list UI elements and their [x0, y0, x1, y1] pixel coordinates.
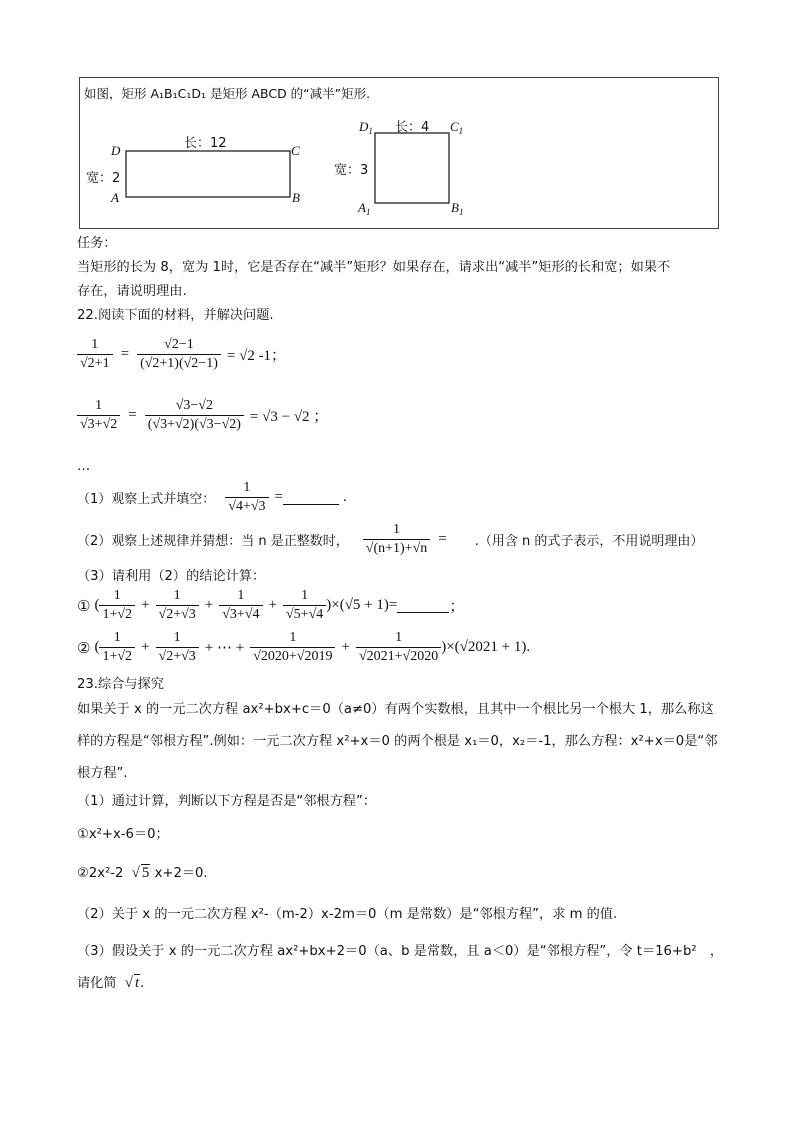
ex2-lhs: $\frac{1}{√3+√2}$	[77, 398, 120, 433]
rect2-width-label: 宽：3	[334, 163, 369, 178]
figure-intro: 如图，矩形 A₁B₁C₁D₁ 是矩形 ABCD 的“减半”矩形.	[84, 86, 371, 101]
q22-example-1: $\frac{1}{√2+1}$ = $\frac{√2-1}{(√2+1)(√2-1)}$ = √2 -1；	[77, 337, 286, 372]
vertex-b: B	[292, 190, 300, 205]
q23-intro-2: 样的方程是“邻根方程”.例如：一元二次方程 x²+x＝0 的两个根是 x₁＝0，x₂＝-1，那么方程：x²+x＝0是“邻	[77, 734, 718, 749]
rect1-length-label: 长：12	[184, 136, 227, 151]
c2-frac-4: $\frac{1}{√2021+√2020}$	[356, 630, 441, 665]
q22-calc-2: ② ( $\frac{1}{1+√2}$ + $\frac{1}{√2+√3}$ + ⋯ + $\frac{1}{√2020+√2019}$ + $\frac{1}{√2021+√2020}$ ) ×(√2021 + 1).	[77, 630, 531, 664]
q23-part-3-line-2: 请化简 √ t.	[77, 975, 145, 991]
c1-frac-2: $\frac{1}{√2+√3}$	[156, 588, 199, 623]
q23-eq-1: ①x²+x-6＝0；	[77, 827, 169, 842]
q23-part-1: （1）通过计算，判断以下方程是否是“邻根方程”：	[77, 794, 376, 809]
task-line-2: 存在，请说明理由.	[77, 284, 187, 299]
q23-title: 23.综合与探究	[77, 677, 164, 692]
q22-part-1: （1）观察上式并填空： $\frac{1}{√4+√3}$ = .	[77, 480, 347, 514]
answer-blank-1[interactable]	[283, 490, 339, 505]
q23-intro-3: 根方程”.	[77, 766, 128, 781]
c2-frac-1: $\frac{1}{1+√2}$	[99, 630, 135, 665]
answer-blank-2[interactable]	[397, 598, 449, 613]
vertex-a1: $A_1$	[358, 200, 371, 217]
q23-eq-2: ②2x²-2 √ 5 x+2＝0.	[77, 865, 208, 881]
q22-example-2: $\frac{1}{√3+√2}$ = $\frac{√3-√2}{(√3+√2)(√3-√2)}$ = √3 − √2 ；	[77, 398, 328, 433]
vertex-a: A	[111, 190, 119, 205]
rectangles-figure	[79, 77, 719, 229]
q23-part-2: （2）关于 x 的一元二次方程 x²-（m-2）x-2m＝0（m 是常数）是“邻根方程”，求 m 的值.	[77, 907, 618, 922]
q23-intro-1: 如果关于 x 的一元二次方程 ax²+bx+c＝0（a≠0）有两个实数根，且其中一个根比另一个根大 1，那么称这	[77, 702, 714, 717]
q22-ellipsis: …	[77, 459, 91, 474]
ex1-lhs: $\frac{1}{√2+1}$	[77, 337, 113, 372]
vertex-d1: $D_1$	[359, 119, 373, 136]
ex2-mid: $\frac{√3-√2}{(√3+√2)(√3-√2)}$	[145, 398, 244, 433]
rect2-length-label: 长：4	[395, 120, 430, 135]
c1-frac-1: $\frac{1}{1+√2}$	[99, 588, 135, 623]
rect1-width-label: 宽：2	[86, 171, 121, 186]
c1-frac-4: $\frac{1}{√5+√4}$	[283, 588, 326, 623]
p1-frac: $\frac{1}{√4+√3}$	[225, 480, 268, 515]
c2-frac-2: $\frac{1}{√2+√3}$	[156, 630, 199, 665]
vertex-d: D	[111, 143, 121, 158]
q22-part-2: （2）观察上述规律并猜想：当 n 是正整数时， $\frac{1}{√(n+1)+√n}$ = .（用含 n 的式子表示，不用说明理由）	[77, 522, 704, 556]
task-heading: 任务：	[77, 236, 117, 251]
vertex-b1: $B_1$	[451, 200, 464, 217]
rectangle-a1b1c1d1	[375, 133, 449, 203]
task-line-1: 当矩形的长为 8，宽为 1时，它是否存在“减半”矩形？如果存在，请求出“减半”矩形的长和宽；如果不	[77, 260, 671, 275]
c2-frac-3: $\frac{1}{√2020+√2019}$	[250, 630, 335, 665]
vertex-c1: $C_1$	[450, 119, 464, 136]
q22-part-3: （3）请利用（2）的结论计算：	[77, 569, 266, 584]
c1-frac-3: $\frac{1}{√3+√4}$	[219, 588, 262, 623]
q23-part-3-line-1: （3）假设关于 x 的一元二次方程 ax²+bx+2＝0（a、b 是常数，且 a＜0）是“邻根方程”，令 t＝16+b² ，	[77, 944, 724, 959]
vertex-c: C	[291, 143, 300, 158]
rectangle-abcd	[126, 151, 290, 197]
p2-frac: $\frac{1}{√(n+1)+√n}$	[363, 522, 430, 557]
q22-calc-1: ① ( $\frac{1}{1+√2}$ + $\frac{1}{√2+√3}$ + $\frac{1}{√3+√4}$ + $\frac{1}{√5+√4}$ ) ×(√5 + 1)= ；	[77, 588, 465, 622]
ex1-mid: $\frac{√2-1}{(√2+1)(√2-1)}$	[137, 337, 221, 372]
q22-title: 22.阅读下面的材料，并解决问题.	[77, 308, 274, 323]
